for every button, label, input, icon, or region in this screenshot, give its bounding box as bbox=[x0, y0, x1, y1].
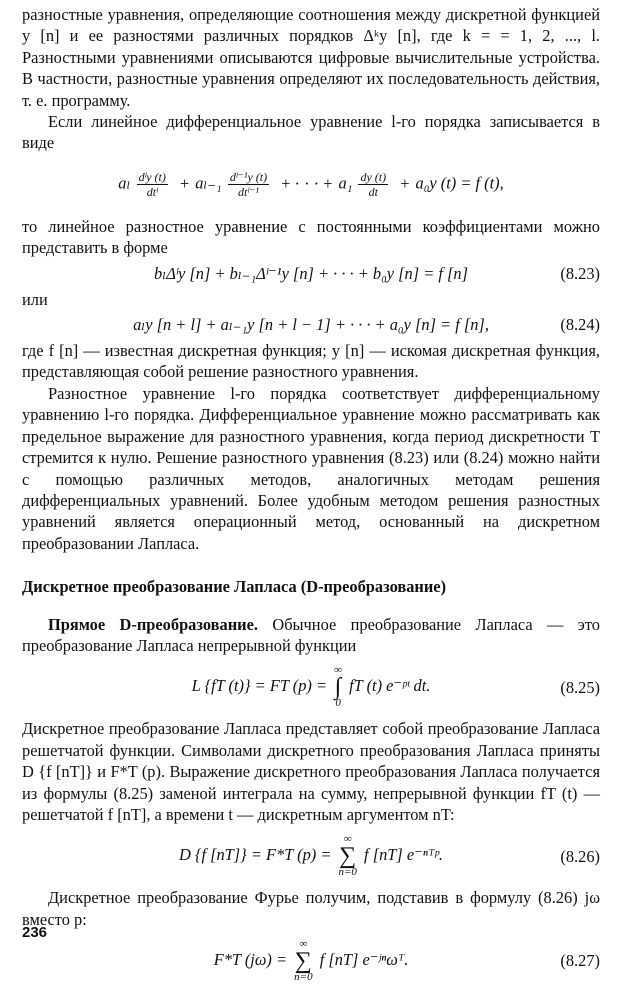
equation-8-25: L {fT (t)} = FT (p) = ∞ ∫ 0 fT (t) e⁻ᵖᵗ dt. (8.25) bbox=[191, 664, 600, 710]
equation-differential: aₗ $\frac{\text{dˡy (t)}}{\text{dtˡ}}$ + aₗ₋₁ $\frac{\text{dˡ⁻¹y (t)}}{\text{dtˡ⁻¹}}$ + · · · + a₁ $\frac{dy (t)}{dt}$ + a₀y (t) = f (t), bbox=[118, 170, 504, 200]
paragraph-difference-form: то линейное разностное уравнение с постоянными коэффициентами можно представить в форме bbox=[22, 216, 600, 258]
page-number: 236 bbox=[22, 924, 48, 941]
paragraph-known-function: где f [n] — известная дискретная функция; y [n] — искомая дискретная функция, представляющая собой решение разностного уравнения. bbox=[22, 341, 600, 382]
paragraph-direct-transform: Прямое D-преобразование. Обычное преобразование Лапласа — это преобразование Лапласа непрерывной функции bbox=[22, 614, 600, 655]
paragraph-discrete-laplace: Дискретное преобразование Лапласа представляет собой преобразование Лапласа решетчатой функции. Символами дискретного преобразования Лапласа приняты D {f [nT]} и F*T (p). Выражение дискретного преобразования Лапласа получается из формулы (8.25) заменой интеграла на сумму, непрерывной функции fT (t) — решетчатой f [nT], а времени t — дискретным аргументом nT: bbox=[22, 719, 600, 824]
paragraph-operational-method: Разностное уравнение l-го порядка соответствует дифференциальному уравнению l-го порядка. Дифференциальное уравнение можно рассматривать как предельное выражение для разностного уравнения, когда период дискретности T стремится к нулю. Решение разностного уравнения (8.23) или (8.24) можно найти с помощью различных методов, аналогичных методам решения дифференциальных уравнений. Более удобным методом решения разностных уравнений является операционный метод, основанный на дискретном преобразовании Лапласа. bbox=[22, 383, 600, 553]
equation-8-23: bₗΔˡy [n] + bₗ₋₁Δˡ⁻¹y [n] + · · · + b₀y [n] = f [n] (8.23) bbox=[154, 263, 600, 283]
integral-sign: ∞ ∫ 0 bbox=[334, 664, 342, 710]
paragraph-lead: Прямое D-преобразование. bbox=[48, 614, 258, 634]
paragraph-fourier: Дискретное преобразование Фурье получим, подставив в формулу (8.26) jω вместо p: bbox=[22, 888, 600, 929]
equation-number: (8.26) bbox=[560, 846, 600, 866]
paragraph-linear-diff-eq: Если линейное дифференциальное уравнение l-го порядка записывается в виде bbox=[22, 112, 600, 153]
equation-8-26: D {f [nT]} = F*T (p) = ∞ ∑ n=0 f [nT] e⁻ⁿᵀᵖ. (8.26) bbox=[178, 833, 600, 879]
fraction-d-l-minus-1: $\frac{\text{dˡ⁻¹y (t)}}{\text{dtˡ⁻¹}}$ bbox=[229, 170, 268, 200]
sum-sign: ∞ ∑ n=0 bbox=[294, 938, 313, 984]
equation-number: (8.24) bbox=[560, 315, 600, 335]
fraction-d-l: $\frac{\text{dˡy (t)}}{\text{dtˡ}}$ bbox=[138, 170, 166, 200]
equation-number: (8.27) bbox=[560, 951, 600, 971]
section-heading: Дискретное преобразование Лапласа (D-преобразование) bbox=[22, 577, 447, 597]
sum-sign: ∞ ∑ n=0 bbox=[338, 833, 357, 879]
paragraph-difference-equations: разностные уравнения, определяющие соотношения между дискретной функцией y [n] и ее разностями различных порядков Δᵏy [n], где k = = 1, 2, ..., l. Разностными уравнениями описываются цифровые вычислительные устройства. В частности, разностные уравнения определяют их последовательность действия, т. е. программу. bbox=[22, 5, 600, 110]
fraction-dy-dt: $\frac{dy (t)}{dt}$ bbox=[360, 170, 387, 200]
page-content bbox=[22, 4, 600, 992]
paragraph-or: или bbox=[22, 289, 48, 309]
equation-8-24: aₗy [n + l] + aₗ₋₁y [n + l − 1] + · · · + a₀y [n] = f [n], (8.24) bbox=[133, 315, 600, 335]
equation-number: (8.25) bbox=[560, 677, 600, 697]
equation-number: (8.23) bbox=[560, 263, 600, 283]
equation-8-27: F*T (jω) = ∞ ∑ n=0 f [nT] e⁻ʲⁿωᵀ. (8.27) bbox=[213, 938, 600, 984]
